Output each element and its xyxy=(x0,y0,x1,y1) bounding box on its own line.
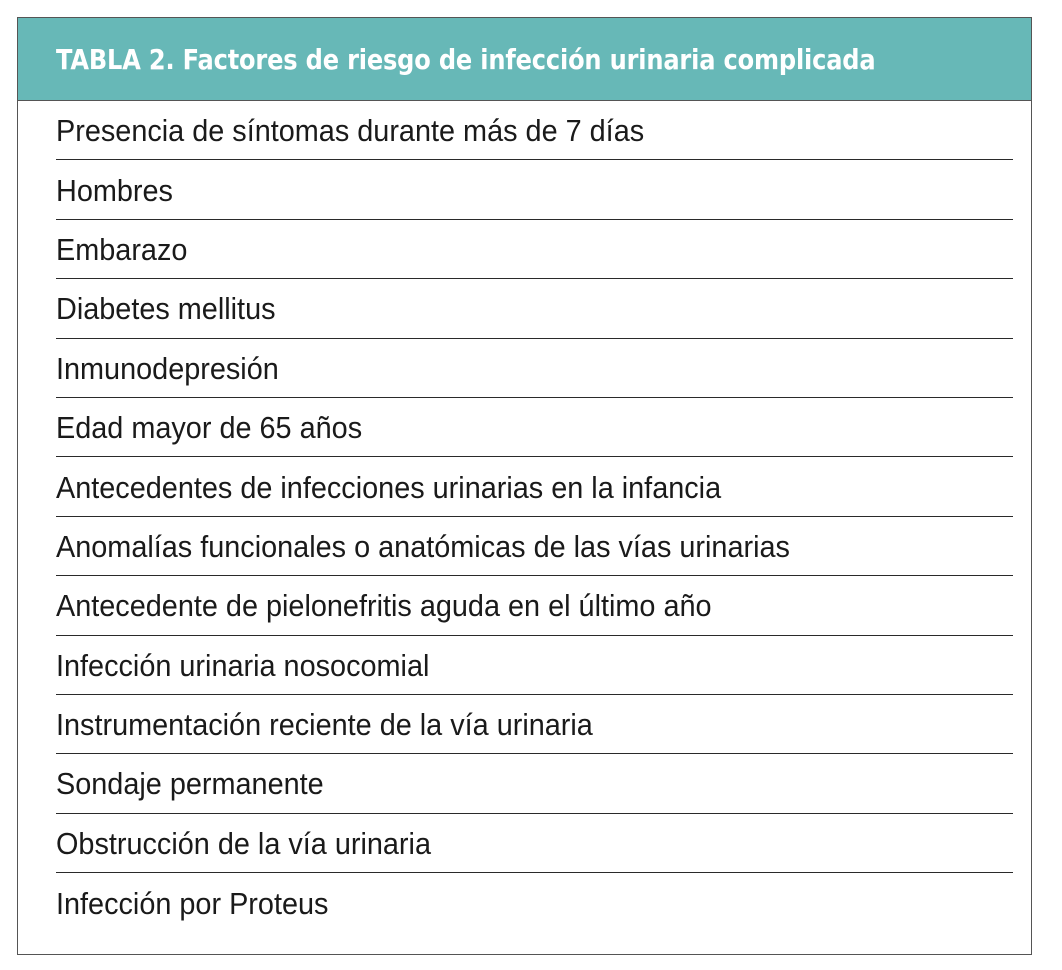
table-row xyxy=(56,220,1013,279)
row-label: Obstrucción de la vía urinaria xyxy=(56,825,431,861)
table-title: TABLA 2. Factores de riesgo de infección urinaria complicada xyxy=(56,42,876,76)
table-row xyxy=(56,160,1013,219)
row-label: Infección urinaria nosocomial xyxy=(56,647,430,683)
row-label: Presencia de síntomas durante más de 7 días xyxy=(56,113,645,149)
table-row xyxy=(56,873,1013,932)
row-label: Anomalías funcionales o anatómicas de las vías urinarias xyxy=(56,528,790,564)
risk-factors-table xyxy=(17,17,1032,955)
table-row xyxy=(56,636,1013,695)
row-label: Embarazo xyxy=(56,231,188,267)
row-label: Hombres xyxy=(56,172,173,208)
row-label: Edad mayor de 65 años xyxy=(56,410,363,446)
table-row xyxy=(56,754,1013,813)
row-label: Inmunodepresión xyxy=(56,350,279,386)
table-row xyxy=(56,457,1013,516)
table-header xyxy=(18,18,1031,101)
table-row xyxy=(56,339,1013,398)
row-label: Antecedentes de infecciones urinarias en la infancia xyxy=(56,469,722,505)
table-row xyxy=(56,814,1013,873)
table-row xyxy=(56,279,1013,338)
row-label: Antecedente de pielonefritis aguda en el último año xyxy=(56,588,712,624)
table-rows xyxy=(18,101,1031,932)
table-row xyxy=(56,695,1013,754)
row-label: Instrumentación reciente de la vía urinaria xyxy=(56,707,593,743)
table-row xyxy=(56,517,1013,576)
table-row xyxy=(56,576,1013,635)
table-row xyxy=(56,398,1013,457)
row-label: Infección por Proteus xyxy=(56,885,329,921)
row-label: Sondaje permanente xyxy=(56,766,324,802)
table-row xyxy=(56,101,1013,160)
row-label: Diabetes mellitus xyxy=(56,291,276,327)
